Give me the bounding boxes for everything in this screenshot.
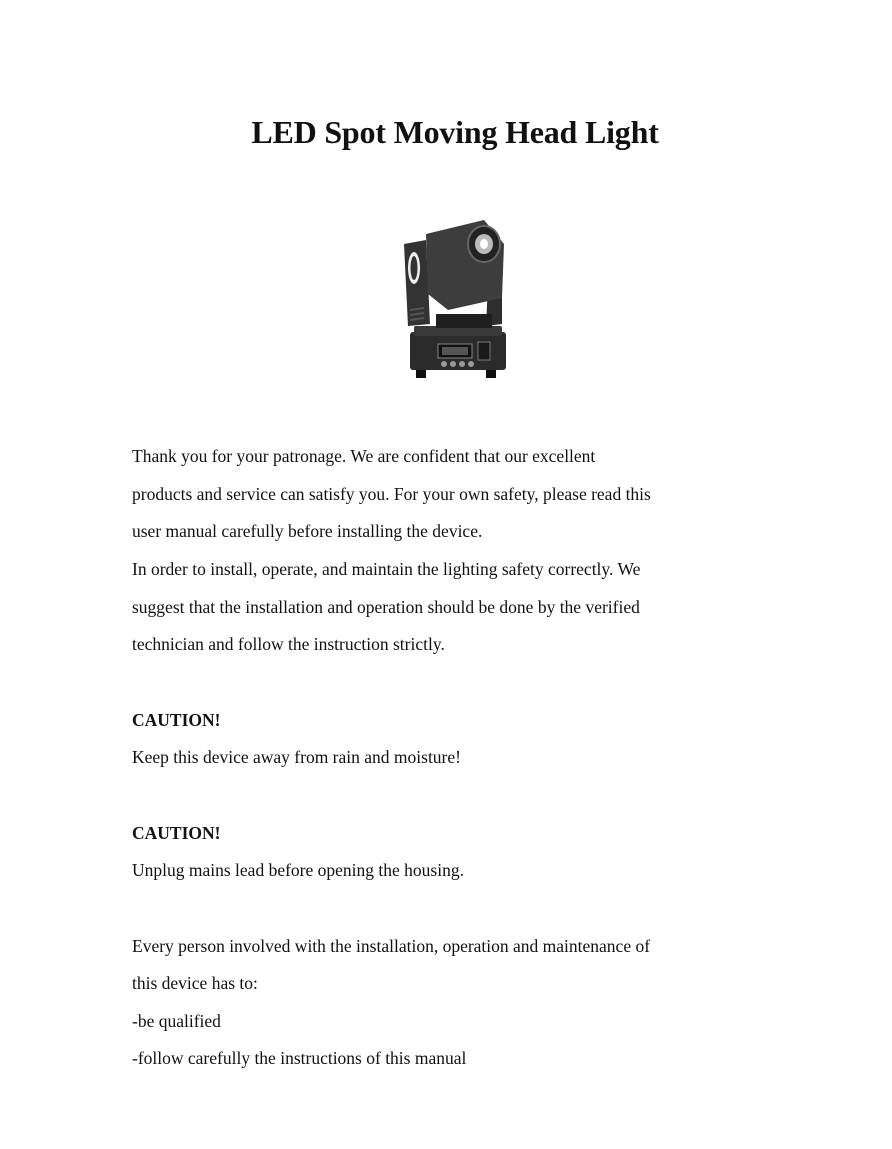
intro-line: suggest that the installation and operation should be done by the verified bbox=[132, 597, 640, 617]
intro-line: technician and follow the instruction strictly. bbox=[132, 634, 445, 654]
moving-head-light-icon bbox=[396, 214, 514, 380]
requirements-item: -follow carefully the instructions of this manual bbox=[132, 1048, 467, 1068]
intro-line: products and service can satisfy you. For your own safety, please read this bbox=[132, 484, 651, 504]
intro-line: Thank you for your patronage. We are confident that our excellent bbox=[132, 446, 596, 466]
intro-line: user manual carefully before installing the device. bbox=[132, 521, 483, 541]
caution-text: Unplug mains lead before opening the housing. bbox=[132, 860, 464, 880]
requirements-line: this device has to: bbox=[132, 973, 258, 993]
caution-heading: CAUTION! bbox=[132, 710, 221, 730]
caution-text: Keep this device away from rain and moisture! bbox=[132, 747, 461, 767]
intro-line: In order to install, operate, and maintain the lighting safety correctly. We bbox=[132, 559, 641, 579]
requirements-line: Every person involved with the installation, operation and maintenance of bbox=[132, 936, 651, 956]
page-title: LED Spot Moving Head Light bbox=[251, 114, 659, 150]
caution-heading: CAUTION! bbox=[132, 823, 221, 843]
requirements-item: -be qualified bbox=[132, 1011, 221, 1031]
